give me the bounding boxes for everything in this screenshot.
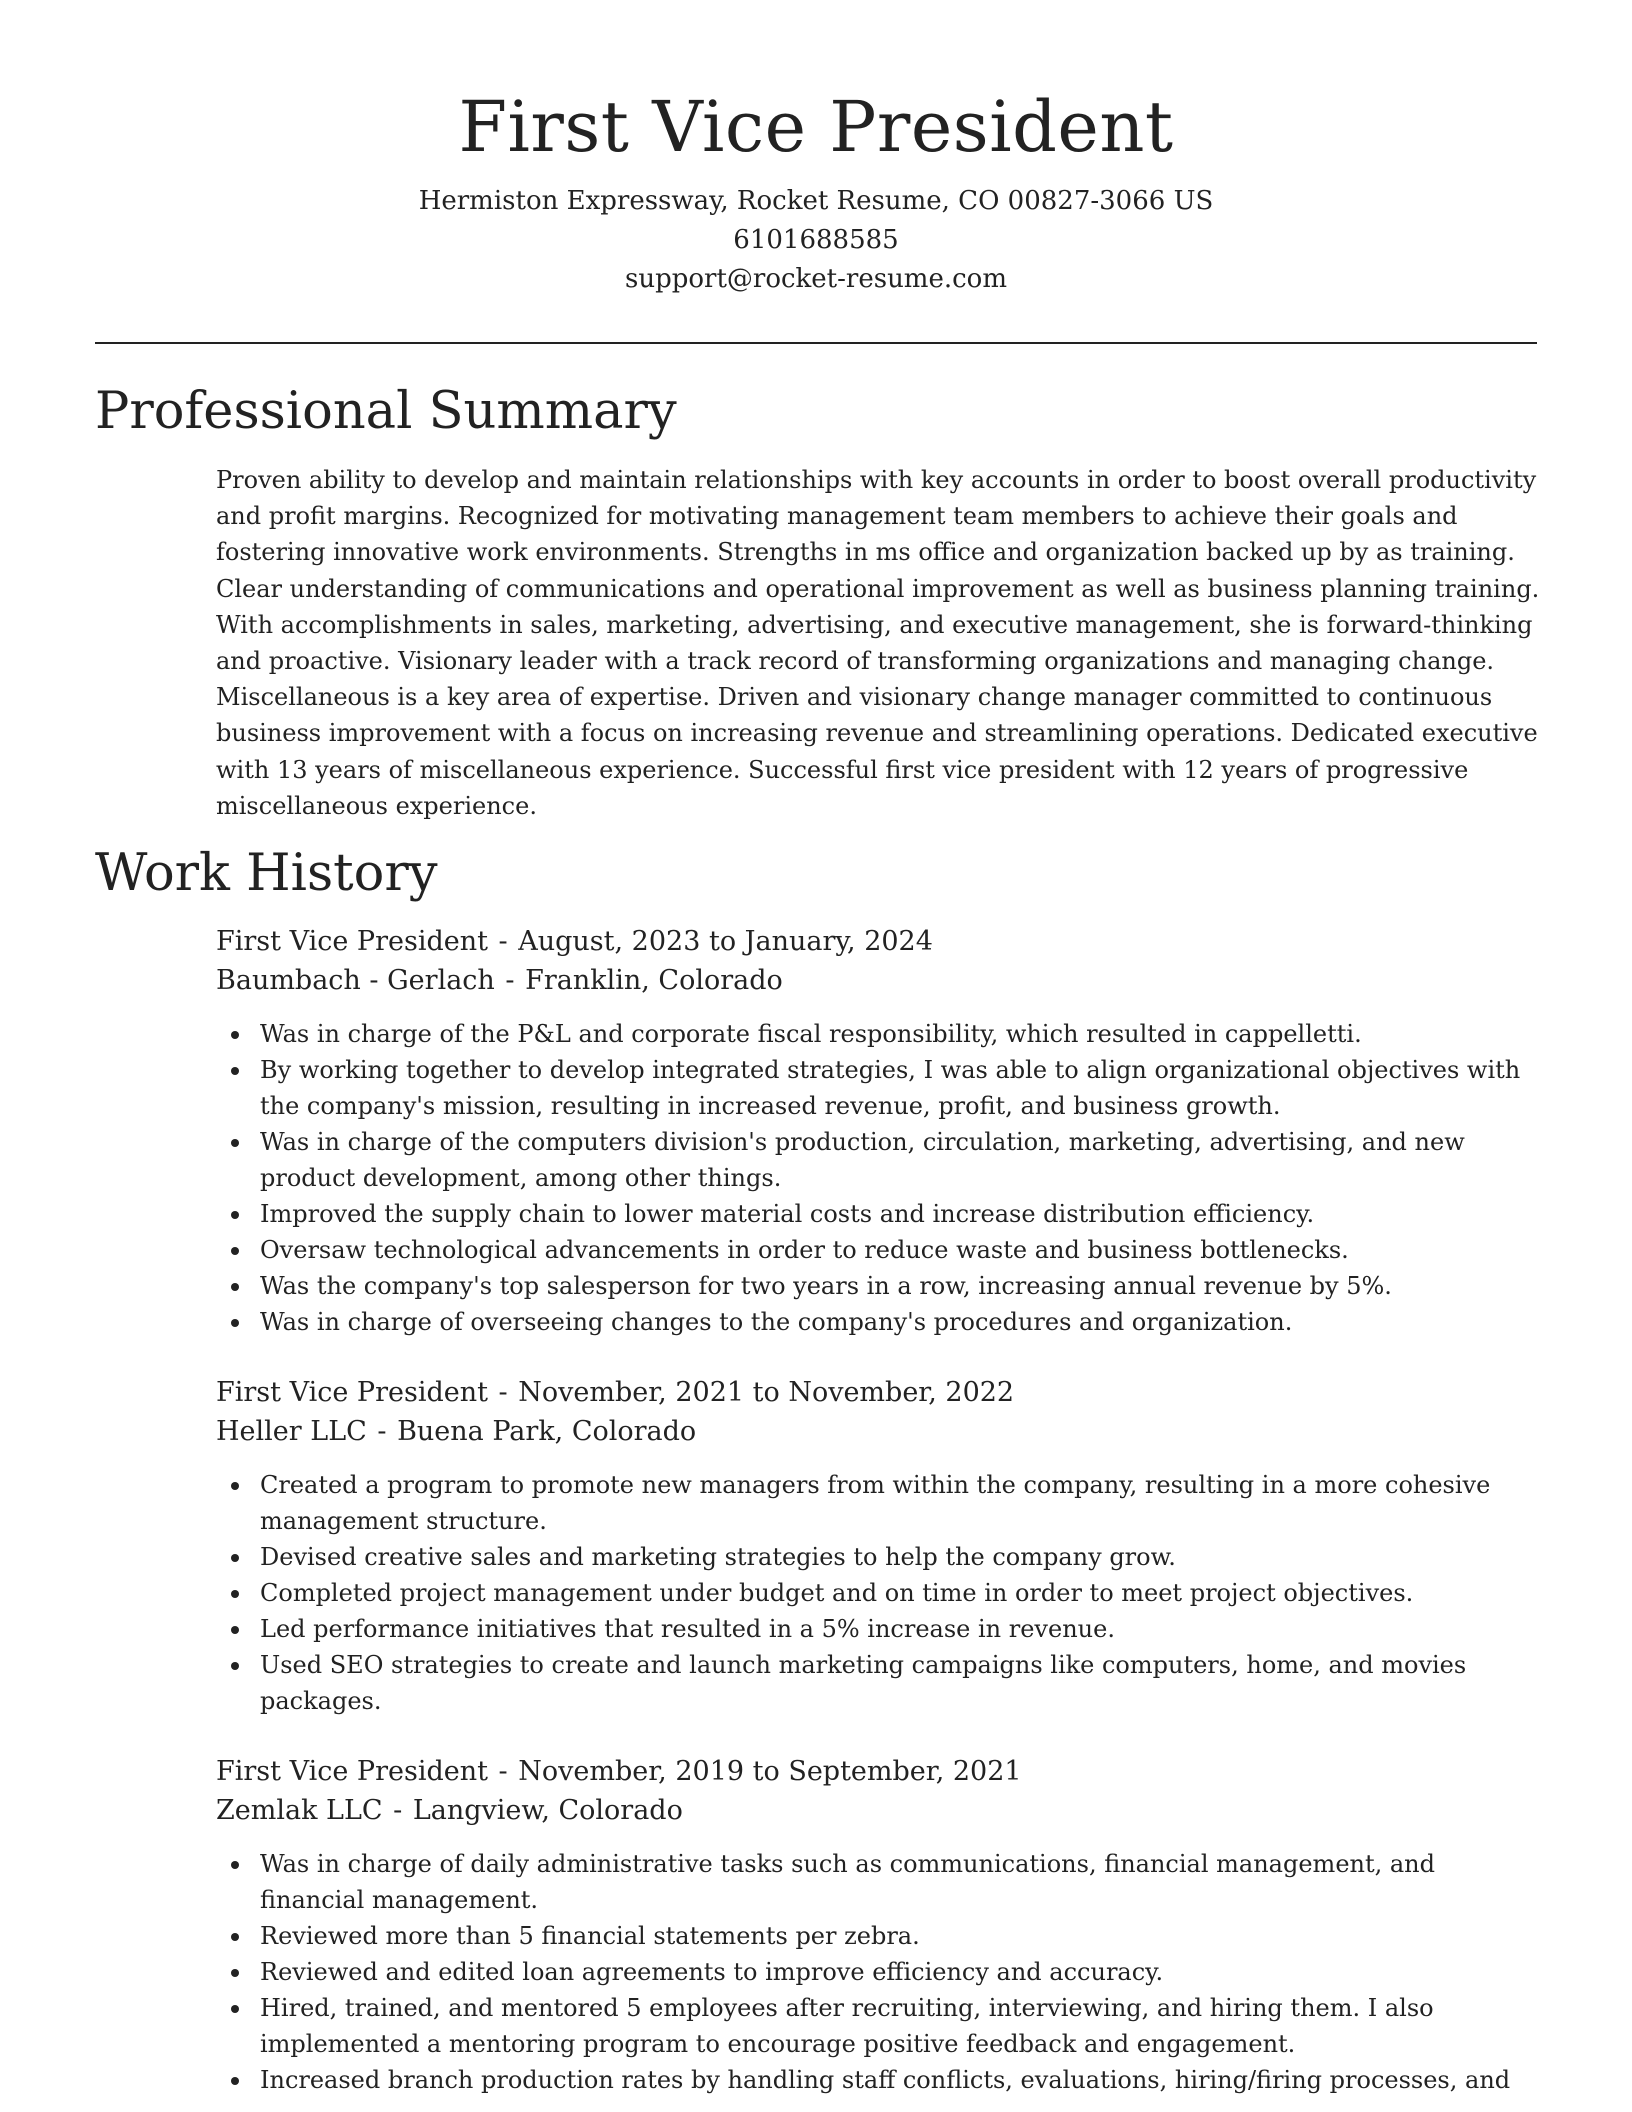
contact-phone: 6101688585 <box>733 225 899 255</box>
work-history-heading: Work History <box>95 844 438 903</box>
job-bullet: Was the company's top salesperson for two years in a row, increasing annual revenue by 5%. <box>216 1268 1546 1304</box>
job-dates: November, 2019 to September, 2021 <box>518 1756 1022 1787</box>
contact-email: support@rocket-resume.com <box>624 264 1007 294</box>
job-bullets <box>216 1016 1546 1340</box>
job-bullets <box>216 1467 1546 1719</box>
job-company: Heller LLC <box>216 1416 367 1447</box>
job-title-line: First Vice President - August, 2023 to January, 2024 <box>216 926 933 957</box>
header-divider <box>95 342 1537 344</box>
job-entry <box>216 922 1546 1340</box>
job-entry <box>216 1752 1546 2098</box>
job-role: First Vice President <box>216 1377 488 1408</box>
job-company: Zemlak LLC <box>216 1795 383 1826</box>
contact-address: Hermiston Expressway, Rocket Resume, CO 00827-3066 US <box>418 186 1214 216</box>
job-bullet: Completed project management under budget and on time in order to meet project objectives. <box>216 1575 1546 1611</box>
job-role: First Vice President <box>216 926 488 957</box>
job-bullet: Was in charge of overseeing changes to the company's procedures and organization. <box>216 1304 1546 1340</box>
resume-header <box>95 82 1537 299</box>
job-bullet: Improved the supply chain to lower material costs and increase distribution efficiency. <box>216 1196 1546 1232</box>
job-bullet: Was in charge of daily administrative tasks such as communications, financial management, and financial management. <box>216 1846 1546 1918</box>
job-bullet: Was in charge of the P&L and corporate fiscal responsibility, which resulted in cappelletti. <box>216 1016 1546 1052</box>
job-bullets <box>216 1846 1546 2098</box>
job-company: Baumbach - Gerlach <box>216 965 495 996</box>
job-location: Langview, Colorado <box>412 1795 683 1826</box>
job-title-line: First Vice President - November, 2021 to November, 2022 <box>216 1377 1015 1408</box>
job-bullet: Created a program to promote new managers from within the company, resulting in a more cohesive management structure. <box>216 1467 1546 1539</box>
contact-info <box>95 182 1537 299</box>
job-bullet: Reviewed more than 5 financial statements per zebra. <box>216 1918 1546 1954</box>
job-dates: November, 2021 to November, 2022 <box>518 1377 1015 1408</box>
job-bullet: By working together to develop integrated strategies, I was able to align organizational objectives with the company's mission, resulting in increased revenue, profit, and business growth. <box>216 1052 1546 1124</box>
job-bullet: Led performance initiatives that resulted in a 5% increase in revenue. <box>216 1611 1546 1647</box>
job-bullet: Devised creative sales and marketing strategies to help the company grow. <box>216 1539 1546 1575</box>
job-company-line: Baumbach - Gerlach - Franklin, Colorado <box>216 965 783 996</box>
job-bullet: Was in charge of the computers division's production, circulation, marketing, advertising, and new product development, among other things. <box>216 1124 1546 1196</box>
job-company-line: Heller LLC - Buena Park, Colorado <box>216 1416 697 1447</box>
summary-text: Proven ability to develop and maintain relationships with key accounts in order to boost overall productivity and profit margins. Recognized for motivating management team members to achieve their goals and fostering innovative work environments. Strengths in ms office and organization backed up by as training. Clear understanding of communications and operational improvement as well as business planning training. With accomplishments in sales, marketing, advertising, and executive management, she is forward-thinking and proactive. Visionary leader with a track record of transforming organizations and managing change. Miscellaneous is a key area of expertise. Driven and visionary change manager committed to continuous business improvement with a focus on increasing revenue and streamlining operations. Dedicated executive with 13 years of miscellaneous experience. Successful first vice president with 12 years of progressive miscellaneous experience. <box>216 466 1540 820</box>
job-title-line: First Vice President - November, 2019 to September, 2021 <box>216 1756 1022 1787</box>
job-bullet: Increased branch production rates by handling staff conflicts, evaluations, hiring/firing processes, and <box>216 2062 1546 2098</box>
job-company-line: Zemlak LLC - Langview, Colorado <box>216 1795 683 1826</box>
job-bullet: Hired, trained, and mentored 5 employees after recruiting, interviewing, and hiring them. I also implemented a mentoring program to encourage positive feedback and engagement. <box>216 1990 1546 2062</box>
job-bullet: Used SEO strategies to create and launch marketing campaigns like computers, home, and movies packages. <box>216 1647 1546 1719</box>
job-bullet: Reviewed and edited loan agreements to improve efficiency and accuracy. <box>216 1954 1546 1990</box>
job-bullet: Oversaw technological advancements in order to reduce waste and business bottlenecks. <box>216 1232 1546 1268</box>
job-location: Franklin, Colorado <box>525 965 783 996</box>
summary-heading: Professional Summary <box>95 382 677 441</box>
job-role: First Vice President <box>216 1756 488 1787</box>
job-dates: August, 2023 to January, 2024 <box>518 926 933 957</box>
candidate-name: First Vice President <box>458 86 1174 168</box>
job-entry <box>216 1373 1546 1719</box>
job-location: Buena Park, Colorado <box>397 1416 697 1447</box>
